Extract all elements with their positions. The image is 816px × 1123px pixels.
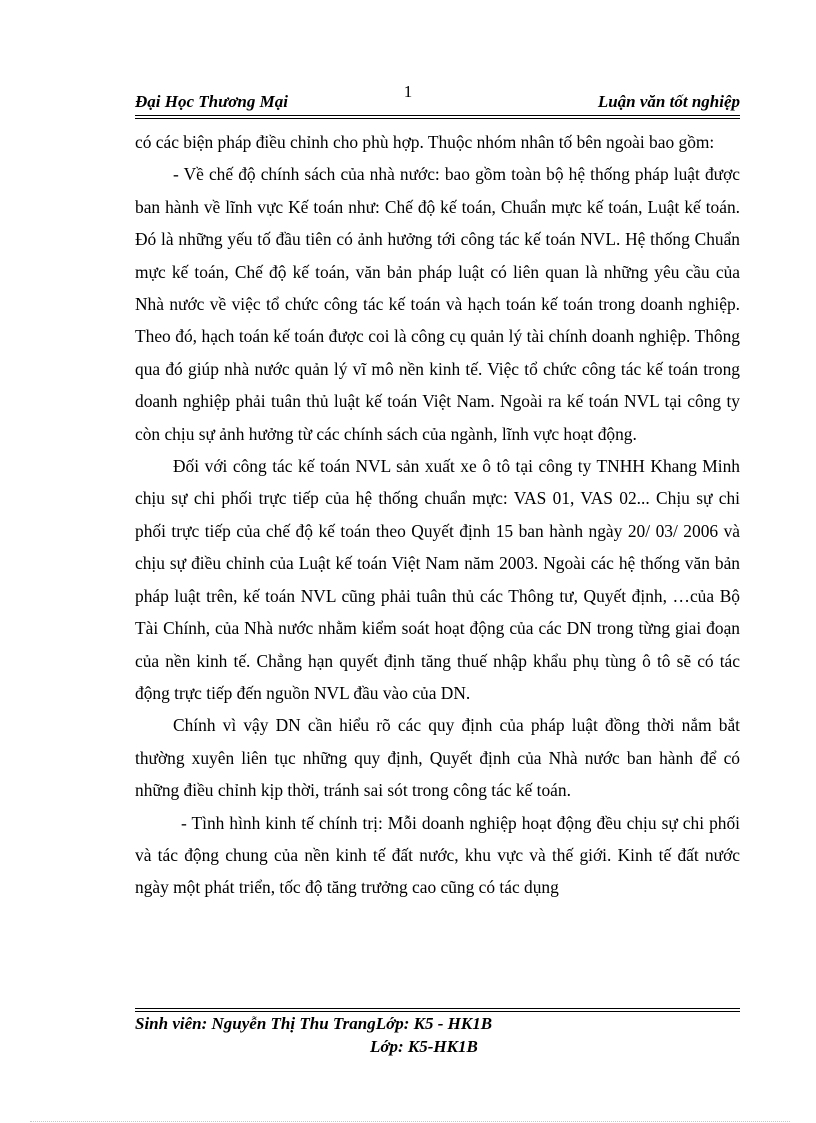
paragraph-standards: Đối với công tác kế toán NVL sản xuất xe ô tô tại công ty TNHH Khang Minh chịu sự chi phối trực tiếp của hệ thống chuẩn mực: VAS 01, VAS 02... Chịu sự chi phối trực tiếp của chế độ kế toán theo Quyết định 15 ban hành ngày 20/ 03/ 2006 và chịu sự điều chỉnh của Luật kế toán Việt Nam năm 2003. Ngoài các hệ thống văn bản pháp luật trên, kế toán NVL cũng phải tuân thủ các Thông tư, Quyết định, …của Bộ Tài Chính, của Nhà nước nhằm kiểm soát hoạt động của các DN trong từng giai đoạn của nền kinh tế. Chẳng hạn quyết định tăng thuế nhập khẩu phụ tùng ô tô sẽ có tác động trực tiếp đến nguồn NVL đầu vào của DN. (135, 456, 740, 703)
footer-rule-thick (135, 1011, 740, 1012)
header-rule-thin (135, 118, 740, 119)
body-text (135, 126, 740, 904)
paragraph-policy: - Về chế độ chính sách của nhà nước: bao gồm toàn bộ hệ thống pháp luật được ban hành về lĩnh vực Kế toán như: Chế độ kế toán, Chuẩn mực kế toán, Luật kế toán. Đó là những yếu tố đầu tiên có ảnh hưởng tới công tác kế toán NVL. Hệ thống Chuẩn mực kế toán, Chế độ kế toán, văn bản pháp luật có liên quan là những yêu cầu của Nhà nước về việc tổ chức công tác kế toán và hạch toán kế toán trong doanh nghiệp. Theo đó, hạch toán kế toán được coi là công cụ quản lý tài chính doanh nghiệp. Thông qua đó giúp nhà nước quản lý vĩ mô nền kinh tế. Việc tổ chức công tác kế toán trong doanh nghiệp phải tuân thủ luật kế toán Việt Nam. Ngoài ra kế toán NVL tại công ty còn chịu sự ảnh hưởng từ các chính sách của ngành, lĩnh vực hoạt động. (135, 164, 740, 444)
paragraph-economy: - Tình hình kinh tế chính trị: Mỗi doanh nghiệp hoạt động đều chịu sự chi phối và tác động chung của nền kinh tế đất nước, khu vực và thế giới. Kinh tế đất nước ngày một phát triển, tốc độ tăng trưởng cao cũng có tác dụng (135, 812, 740, 898)
header-university: Đại Học Thương Mại (135, 92, 288, 111)
header-document-type: Luận văn tốt nghiệp (597, 92, 740, 111)
page-header (135, 92, 740, 114)
paragraph-compliance: Chính vì vậy DN cần hiểu rõ các quy định của pháp luật đồng thời nắm bắt thường xuyên liên tục những quy định, Quyết định của Nhà nước ban hành để có những điều chỉnh kịp thời, tránh sai sót trong công tác kế toán. (135, 715, 740, 801)
page-bottom-divider (30, 1121, 790, 1122)
footer-student: Sinh viên: Nguyễn Thị Thu TrangLớp: K5 - HK1B (135, 1014, 493, 1033)
paragraph-continuation: có các biện pháp điều chỉnh cho phù hợp. Thuộc nhóm nhân tố bên ngoài bao gồm: (135, 132, 715, 152)
footer-rule-thin (135, 1008, 740, 1009)
page-number: 1 (403, 82, 413, 101)
header-rule-thick (135, 115, 740, 116)
footer-class: Lớp: K5-HK1B (370, 1037, 478, 1056)
